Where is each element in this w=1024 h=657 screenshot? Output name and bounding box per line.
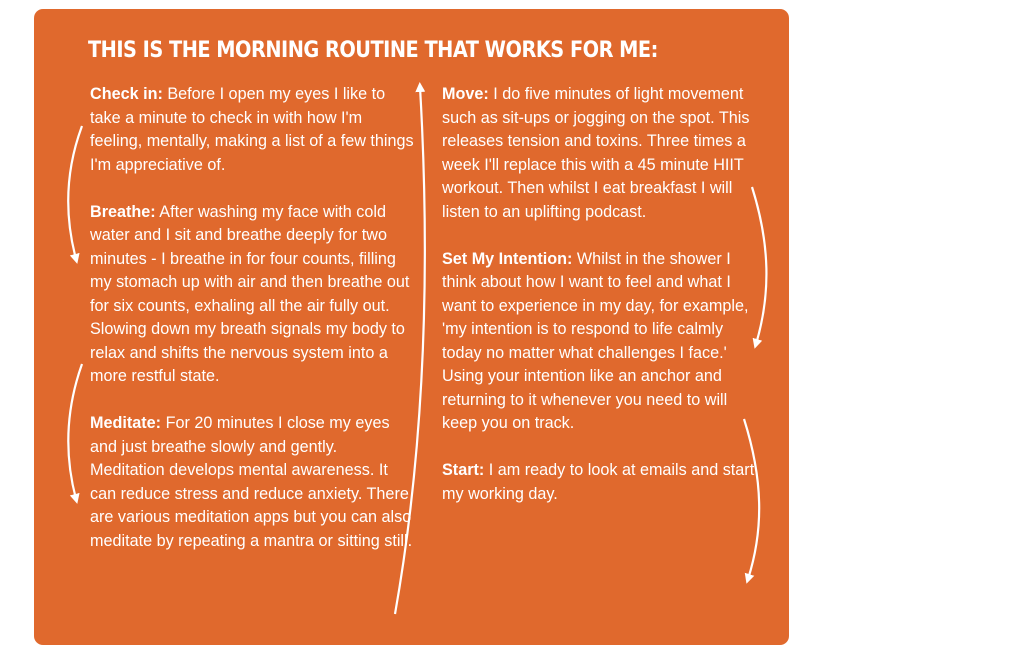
step-heading: Set My Intention: xyxy=(442,249,573,268)
right-column xyxy=(442,83,760,530)
page-title: THIS IS THE MORNING ROUTINE THAT WORKS FOR ME: xyxy=(88,37,658,63)
step-meditate xyxy=(90,412,415,553)
step-body: After washing my face with cold water and I sit and breathe deeply for two minutes - I breathe in for four counts, filling my stomach up with air and then breathe out for six counts, exhaling all the air fully out. Slowing down my breath signals my body to relax and shifts the nervous system into a more restful state. xyxy=(90,202,410,385)
step-body: I am ready to look at emails and start my working day. xyxy=(442,461,755,503)
step-check-in xyxy=(90,83,415,177)
step-body: I do five minutes of light movement such as sit-ups or jogging on the spot. This releases tension and toxins. Three times a week I'll replace this with a 45 minute HIIT workout. Then whilst I eat breakfast I will listen to an uplifting podcast. xyxy=(442,85,750,221)
arrow-down-icon xyxy=(68,126,82,259)
step-body: Before I open my eyes I like to take a minute to check in with how I'm feeling, mentally, making a list of a few things I'm appreciative of. xyxy=(90,85,414,174)
arrow-down-icon xyxy=(68,364,82,499)
step-body: Whilst in the shower I think about how I want to feel and what I want to experience in my day, for example, 'my intention is to respond to life calmly today no matter what challenges I face.' Using your intention like an anchor and returning to it whenever you need to will keep you on track. xyxy=(442,249,749,432)
left-column xyxy=(90,83,415,577)
step-breathe xyxy=(90,201,415,389)
step-move xyxy=(442,83,760,224)
step-heading: Start: xyxy=(442,461,485,479)
step-start xyxy=(442,459,760,506)
step-heading: Move: xyxy=(442,85,489,103)
step-set-intention xyxy=(442,248,760,436)
step-heading: Breathe: xyxy=(90,202,156,221)
step-heading: Check in: xyxy=(90,85,163,103)
step-body: For 20 minutes I close my eyes and just breathe slowly and gently. Meditation develops mental awareness. It can reduce stress and reduce anxiety. There are various meditation apps but you can also meditate by repeating a mantra or sitting still. xyxy=(90,414,413,550)
routine-card xyxy=(34,9,789,645)
step-heading: Meditate: xyxy=(90,414,162,432)
